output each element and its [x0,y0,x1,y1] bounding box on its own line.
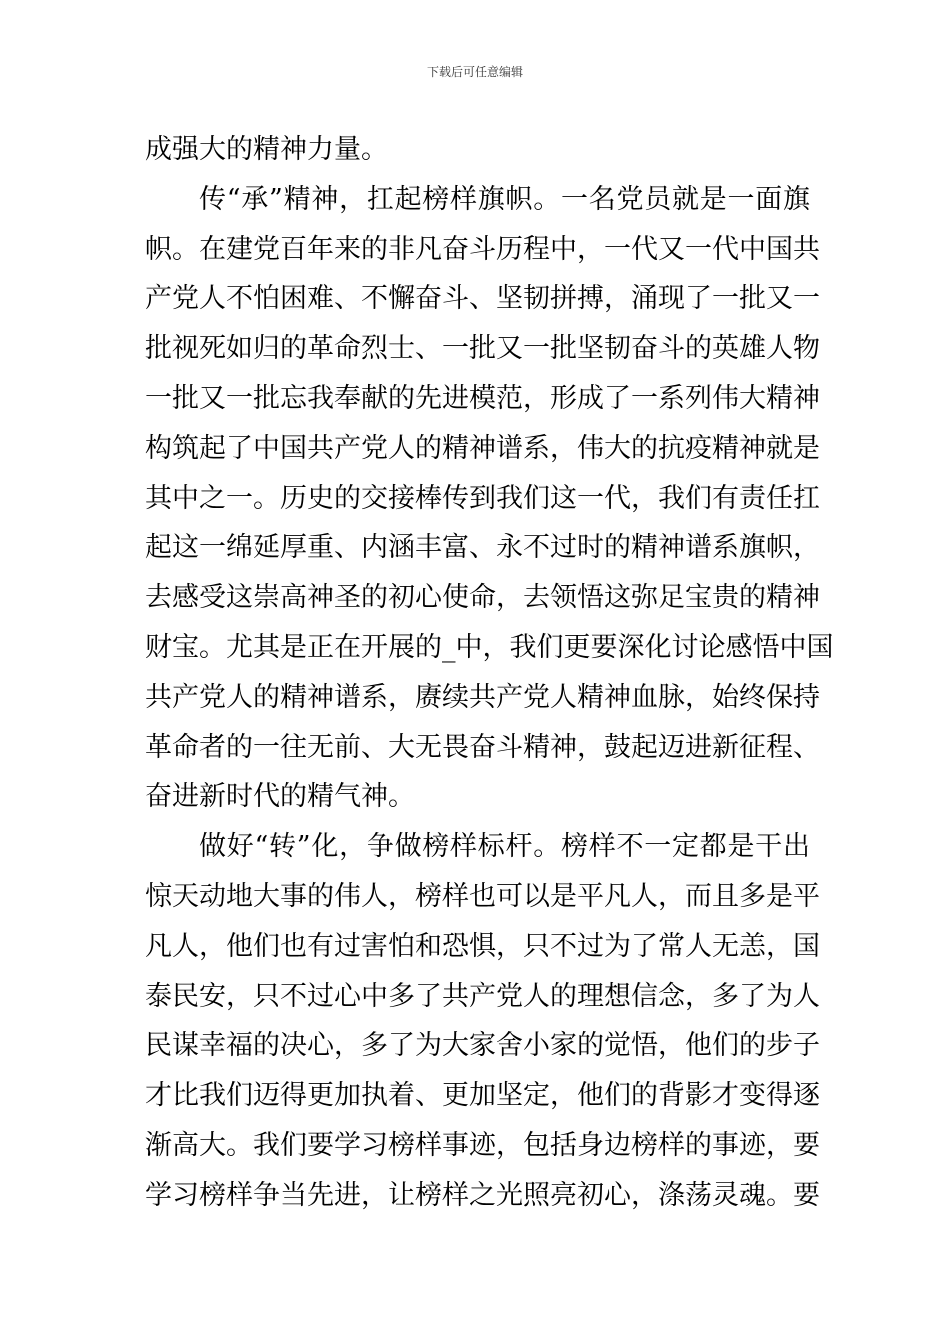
text-line: 成强大的精神力量。 [145,134,388,165]
text-line: 凡人，他们也有过害怕和恐惧，只不过为了常人无恙，国 [145,930,820,962]
text-line: 民谋幸福的决心，多了为大家舍小家的觉悟，他们的步子 [145,1030,820,1062]
text-line: 财宝。尤其是正在开展的_中，我们更要深化讨论感悟中国 [145,631,834,663]
text-line: 渐高大。我们要学习榜样事迹，包括身边榜样的事迹，要 [145,1129,820,1161]
paragraph-start-line: 传“承”精神，扛起榜样旗帜。一名党员就是一面旗 [199,183,810,215]
text-line: 产党人不怕困难、不懈奋斗、坚韧拼搏，涌现了一批又一 [145,283,820,315]
text-line: 去感受这崇高神圣的初心使命，去领悟这弥足宝贵的精神 [145,582,820,614]
text-line: 构筑起了中国共产党人的精神谱系，伟大的抗疫精神就是 [145,432,820,464]
paragraph-start-line: 做好“转”化，争做榜样标杆。榜样不一定都是干出 [199,831,810,863]
text-line: 奋进新时代的精气神。 [145,781,415,813]
header-note: 下载后可任意编辑 [426,65,523,79]
text-line: 一批又一批忘我奉献的先进模范，形成了一系列伟大精神 [145,382,820,414]
body-text [145,125,834,1221]
text-line: 泰民安，只不过心中多了共产党人的理想信念，多了为人 [145,980,820,1012]
text-line: 才比我们迈得更加执着、更加坚定，他们的背影才变得逐 [145,1080,820,1112]
text-line: 学习榜样争当先进，让榜样之光照亮初心，涤荡灵魂。要 [145,1179,820,1211]
text-line: 共产党人的精神谱系，赓续共产党人精神血脉，始终保持 [145,681,820,713]
text-line: 革命者的一往无前、大无畏奋斗精神，鼓起迈进新征程、 [145,731,820,763]
text-line: 批视死如归的革命烈士、一批又一批坚韧奋斗的英雄人物 [145,333,820,365]
text-line: 其中之一。历史的交接棒传到我们这一代，我们有责任扛 [145,482,820,514]
text-line: 起这一绵延厚重、内涵丰富、永不过时的精神谱系旗帜， [145,532,820,564]
text-line: 帜。在建党百年来的非凡奋斗历程中，一代又一代中国共 [145,233,820,265]
text-line: 惊天动地大事的伟人，榜样也可以是平凡人，而且多是平 [145,880,820,912]
